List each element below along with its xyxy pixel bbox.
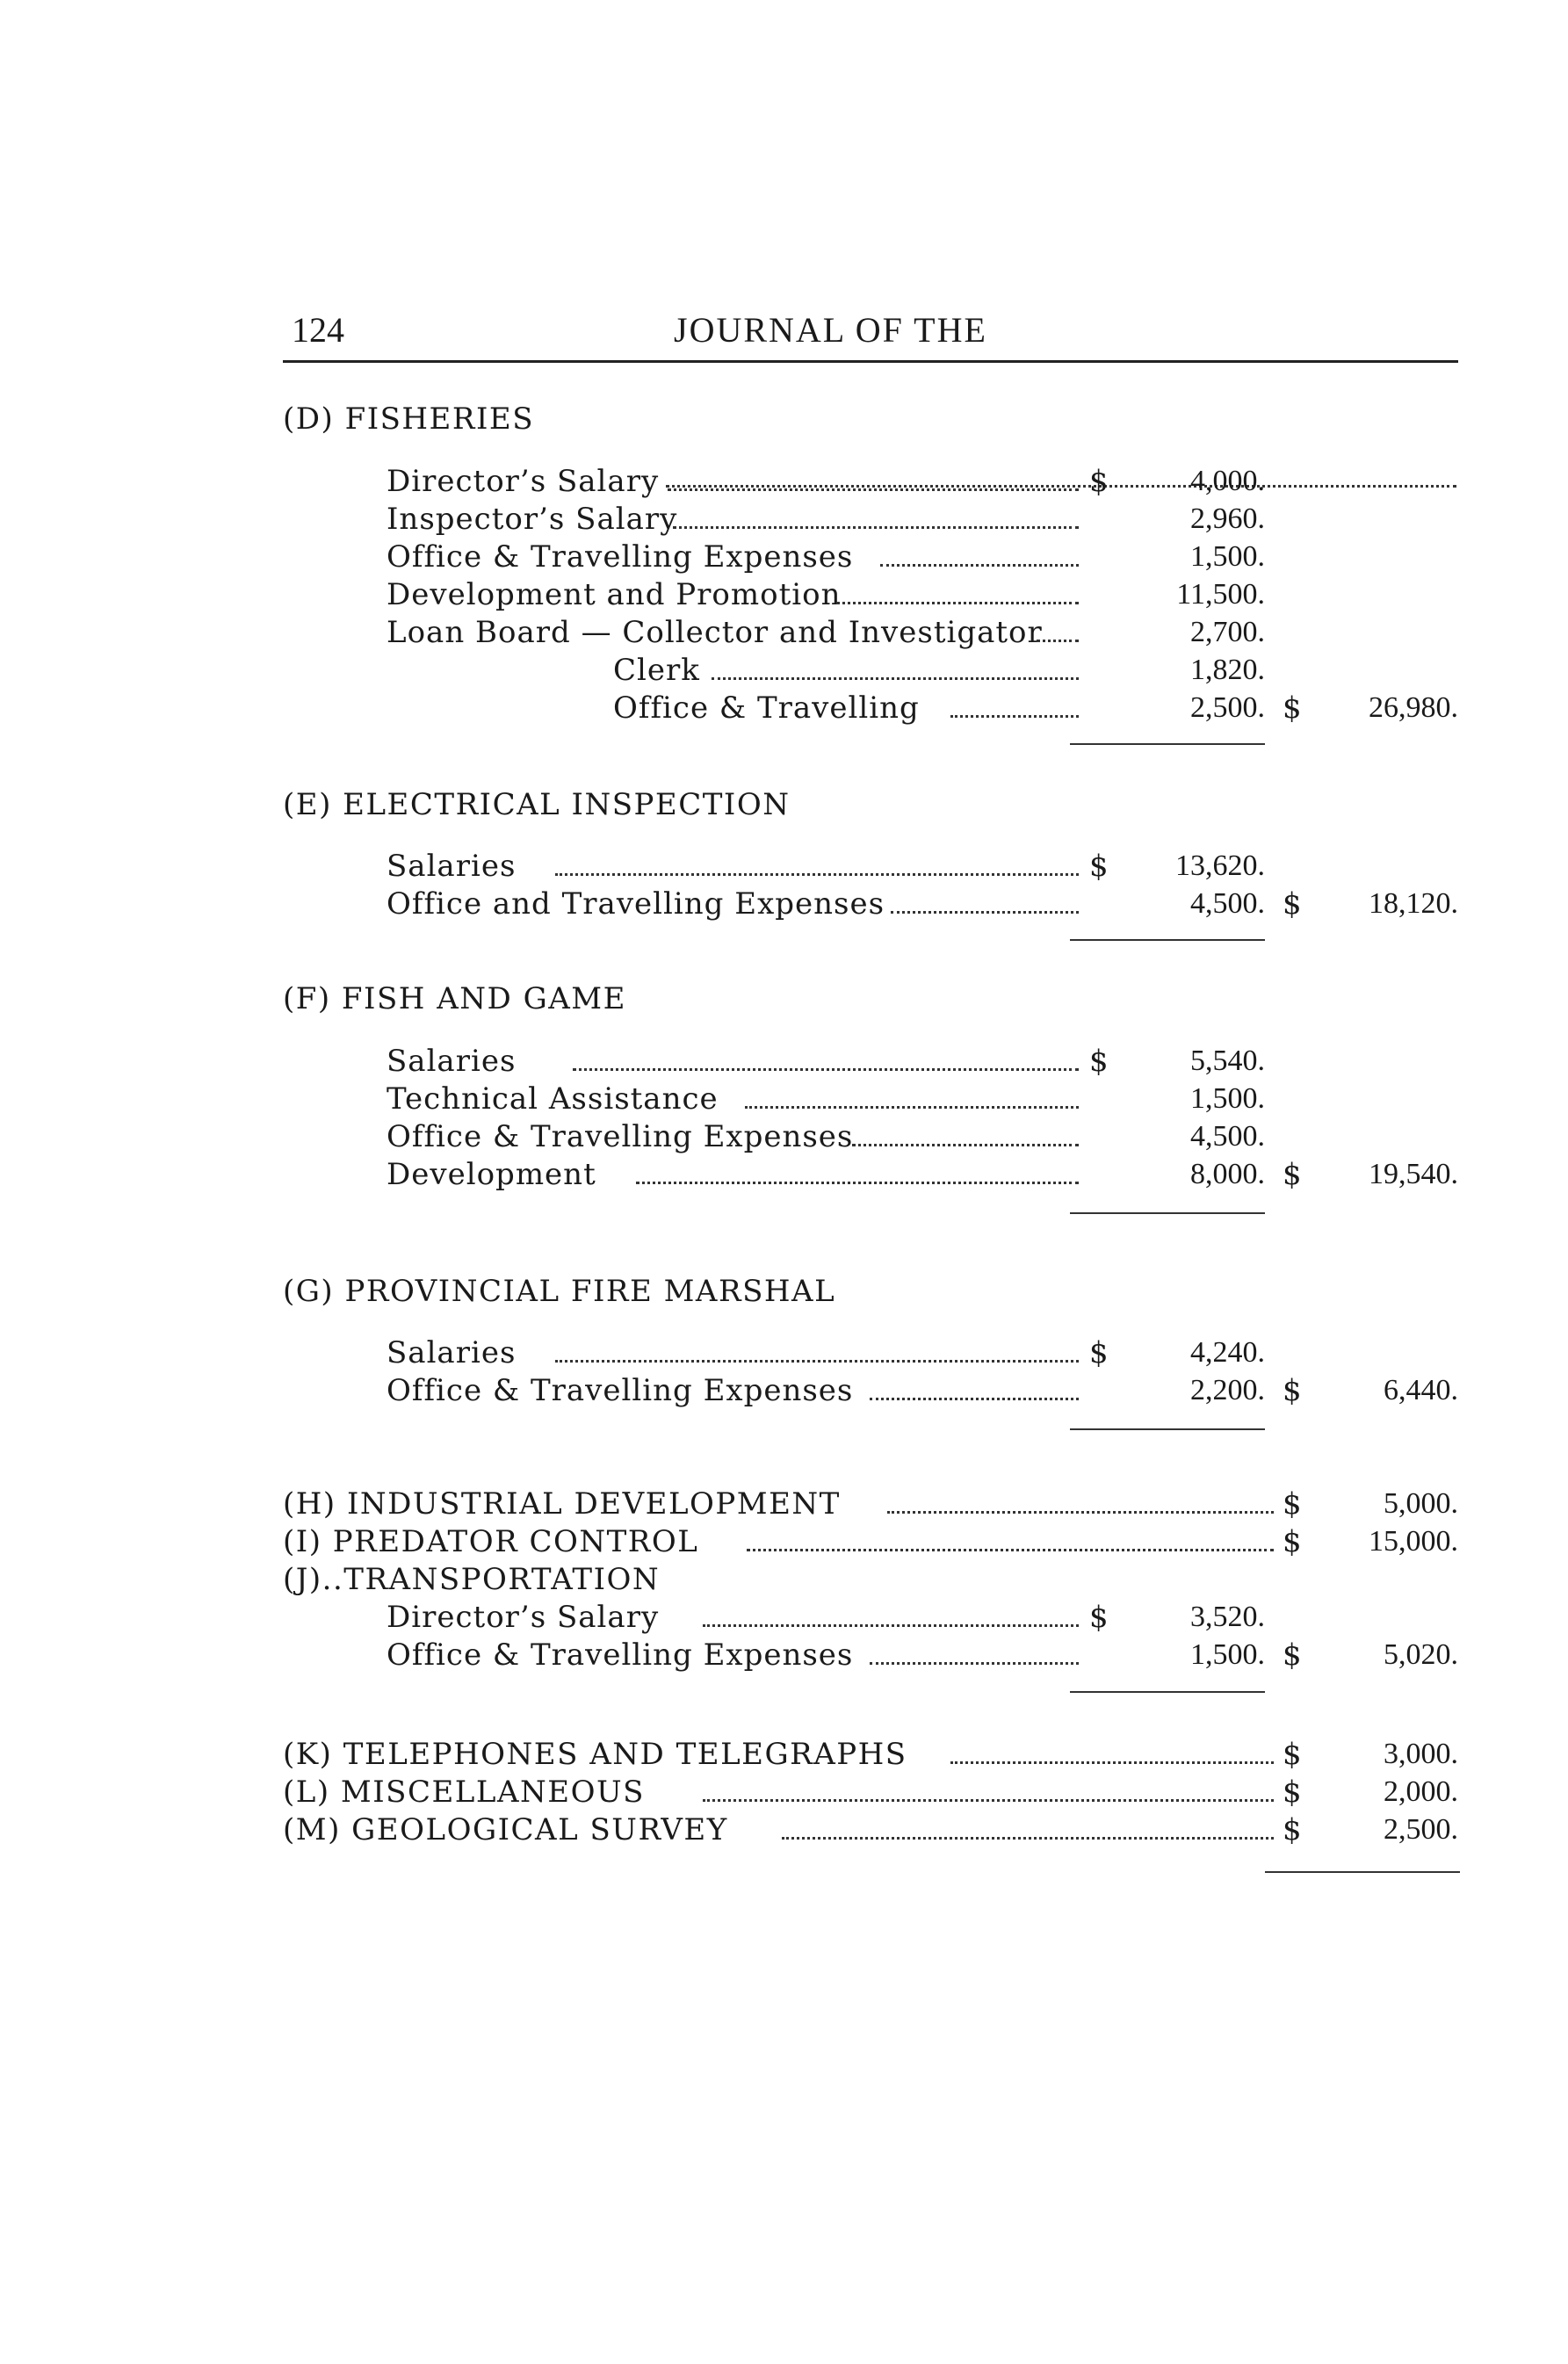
currency-symbol: $ (1283, 1812, 1302, 1847)
line-label: Development and Promotion (387, 577, 842, 612)
dot-leader (636, 1182, 1079, 1184)
subtotal-rule (1070, 1212, 1265, 1214)
subtotal-rule (1070, 1691, 1265, 1693)
line-label: Office & Travelling (613, 690, 920, 726)
section-total: 3,000. (1384, 1738, 1458, 1770)
line-amount: 4,000. (1190, 465, 1265, 497)
currency-symbol: $ (1283, 1373, 1302, 1408)
dot-leader (703, 1624, 1079, 1627)
section-title-miscellaneous: (L) MISCELLANEOUS (283, 1775, 645, 1810)
dot-leader (703, 1799, 1274, 1802)
section-total: 19,540. (1369, 1158, 1458, 1190)
page-header (283, 309, 1458, 363)
running-head: JOURNAL OF THE (674, 310, 987, 350)
section-title-industrial-development: (H) INDUSTRIAL DEVELOPMENT (283, 1486, 841, 1522)
dot-leader (573, 1068, 1079, 1071)
dot-leader (852, 1144, 1079, 1146)
line-amount: 2,700. (1190, 616, 1265, 648)
section-title-geological-survey: (M) GEOLOGICAL SURVEY (283, 1812, 728, 1847)
line-label: Development (387, 1157, 596, 1192)
line-amount: 2,200. (1190, 1374, 1265, 1406)
line-amount: 1,500. (1190, 540, 1265, 573)
currency-symbol: $ (1089, 849, 1109, 884)
section-total: 18,120. (1369, 887, 1458, 920)
dot-leader (555, 1360, 1079, 1363)
line-label: Director’s Salary (387, 1600, 660, 1635)
line-amount: 4,500. (1190, 887, 1265, 920)
dot-leader (712, 677, 1079, 680)
dot-leader (887, 1511, 1274, 1514)
line-label: Salaries (387, 849, 517, 884)
section-title-transportation: (J)..TRANSPORTATION (283, 1562, 661, 1597)
section-title-electrical-inspection: (E) ELECTRICAL INSPECTION (283, 787, 791, 822)
line-amount: 1,500. (1190, 1082, 1265, 1115)
section-total: 6,440. (1384, 1374, 1458, 1406)
currency-symbol: $ (1089, 1600, 1109, 1635)
currency-symbol: $ (1283, 1637, 1302, 1673)
line-label: Salaries (387, 1044, 517, 1079)
section-total: 2,000. (1384, 1775, 1458, 1808)
line-amount: 8,000. (1190, 1158, 1265, 1190)
section-total: 5,000. (1384, 1487, 1458, 1520)
dot-leader (950, 715, 1079, 718)
subtotal-rule (1070, 743, 1265, 745)
dot-leader (950, 1761, 1274, 1764)
line-label: Office & Travelling Expenses (387, 1637, 854, 1673)
line-amount: 3,520. (1190, 1601, 1265, 1633)
section-total: 5,020. (1384, 1638, 1458, 1671)
section-title-predator-control: (I) PREDATOR CONTROL (283, 1524, 699, 1559)
dot-leader (747, 1549, 1274, 1551)
line-label: Loan Board — Collector and Investigator (387, 615, 1043, 650)
dot-leader (745, 1106, 1079, 1109)
currency-symbol: $ (1283, 1157, 1302, 1192)
page-number: 124 (292, 310, 344, 350)
line-label: Office & Travelling Expenses (387, 539, 854, 575)
line-amount: 2,500. (1190, 691, 1265, 724)
currency-symbol: $ (1283, 1775, 1302, 1810)
line-label: Office & Travelling Expenses (387, 1373, 854, 1408)
line-amount: 2,960. (1190, 502, 1265, 535)
dot-leader (782, 1837, 1274, 1840)
section-title-fisheries: (D) FISHERIES (283, 401, 535, 437)
line-label: Office and Travelling Expenses (387, 886, 885, 922)
budget-line (387, 464, 1458, 499)
dot-leader (666, 485, 1456, 488)
line-amount: 5,540. (1190, 1045, 1265, 1077)
section-title-provincial-fire-marshal: (G) PROVINCIAL FIRE MARSHAL (283, 1274, 836, 1309)
dot-leader (891, 911, 1079, 914)
section-total: 2,500. (1384, 1813, 1458, 1846)
currency-symbol: $ (1283, 690, 1302, 726)
dot-leader (1037, 640, 1079, 642)
currency-symbol: $ (1089, 464, 1109, 499)
dot-leader (870, 1398, 1079, 1400)
currency-symbol: $ (1283, 1486, 1302, 1522)
currency-symbol: $ (1089, 1044, 1109, 1079)
section-total: 15,000. (1369, 1525, 1458, 1558)
subtotal-rule (1070, 1428, 1265, 1430)
total-rule (1265, 1871, 1460, 1873)
dot-leader (870, 1662, 1079, 1665)
line-amount: 1,500. (1190, 1638, 1265, 1671)
section-title-telephones-and-telegraphs: (K) TELEPHONES AND TELEGRAPHS (283, 1737, 907, 1772)
subtotal-rule (1070, 939, 1265, 941)
line-amount: 4,240. (1190, 1336, 1265, 1369)
dot-leader (673, 526, 1079, 529)
line-amount: 11,500. (1176, 578, 1265, 611)
section-title-fish-and-game: (F) FISH AND GAME (283, 981, 626, 1016)
line-amount: 4,500. (1190, 1120, 1265, 1153)
line-label: Salaries (387, 1335, 517, 1370)
line-label: Director’s Salary (387, 464, 660, 499)
line-label: Clerk (613, 653, 700, 688)
currency-symbol: $ (1089, 1335, 1109, 1370)
currency-symbol: $ (1283, 1524, 1302, 1559)
line-label: Technical Assistance (387, 1081, 719, 1117)
line-label: Inspector’s Salary (387, 502, 678, 537)
currency-symbol: $ (1283, 886, 1302, 922)
line-amount: 1,820. (1190, 654, 1265, 686)
section-total: 26,980. (1369, 691, 1458, 724)
line-amount: 13,620. (1175, 849, 1265, 882)
dot-leader (836, 602, 1079, 604)
currency-symbol: $ (1283, 1737, 1302, 1772)
dot-leader (880, 564, 1079, 567)
dot-leader (555, 873, 1079, 876)
line-label: Office & Travelling Expenses (387, 1119, 854, 1154)
dot-leader (668, 488, 1079, 491)
